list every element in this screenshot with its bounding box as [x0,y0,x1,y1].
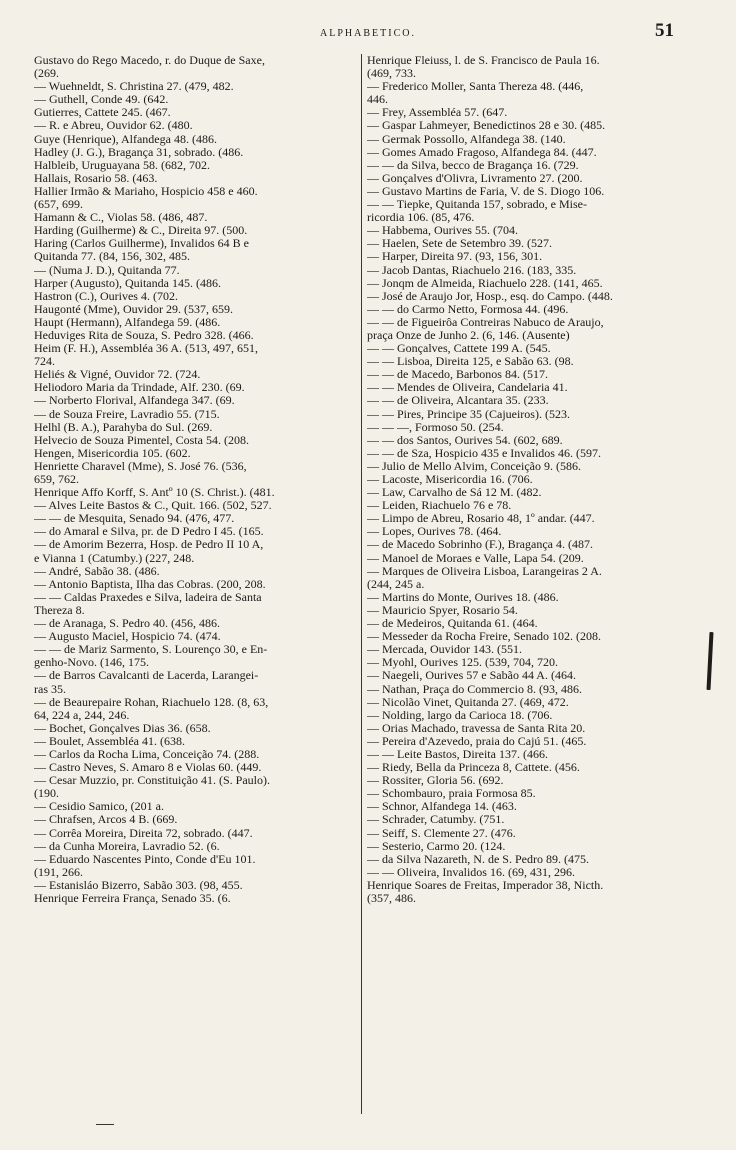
directory-entry: praça Onze de Junho 2. (6, 146. (Ausente) [367,328,570,342]
directory-entry: Hengen, Misericordia 105. (602. [34,446,191,460]
directory-entry: — Cesar Muzzio, pr. Constituição 41. (S. Paulo). [34,774,270,788]
directory-entry: (657, 699. [34,198,83,212]
running-title: ALPHABETICO. [320,28,416,39]
directory-entry: — Frederico Moller, Santa Thereza 48. (446, [367,80,584,94]
directory-entry: Henrique Fleiuss, l. de S. Francisco de Paula 16. [367,54,600,67]
directory-entry: — Sesterio, Carmo 20. (124. [367,839,506,853]
directory-entry: — de Medeiros, Quitanda 61. (464. [367,617,538,631]
directory-entry: — Wuehneldt, S. Christina 27. (479, 482. [34,80,234,94]
directory-entry: — Myohl, Ourives 125. (539, 704, 720. [367,656,558,670]
directory-entry: (469, 733. [367,67,416,81]
directory-entry: (269. [34,67,59,81]
directory-entry: — Jacob Dantas, Riachuelo 216. (183, 335. [367,263,577,277]
directory-entry: Hastron (C.), Ourives 4. (702. [34,289,178,303]
directory-entry: Henrique Affo Korff, S. Antº 10 (S. Christ.). (481. [34,486,275,500]
directory-entry: — Gomes Amado Fragoso, Alfandega 84. (447. [367,145,597,159]
directory-entry: — Seiff, S. Clemente 27. (476. [367,826,516,840]
directory-entry: — Mauricio Spyer, Rosario 54. [367,603,518,617]
directory-entry: — — Leite Bastos, Direita 137. (466. [367,747,548,761]
directory-entry: (191, 266. [34,865,83,879]
directory-entry: Heliés & Vigné, Ouvidor 72. (724. [34,368,201,382]
directory-entry: — — Mendes de Oliveira, Candelaria 41. [367,381,568,395]
directory-entry: 659, 762. [34,473,79,486]
directory-entry: ras 35. [34,682,66,696]
directory-entry: — Schombauro, praia Formosa 85. [367,787,536,801]
page-header [0,14,736,48]
directory-entry: Thereza 8. [34,603,85,617]
directory-entry: — R. e Abreu, Ouvidor 62. (480. [34,119,193,133]
directory-entry: — Chrafsen, Arcos 4 B. (669. [34,813,178,827]
page-number: 51 [655,20,674,41]
directory-entry: — Castro Neves, S. Amaro 8 e Violas 60. (449. [34,761,262,775]
directory-entry: — Nicolão Vinet, Quitanda 27. (469, 472. [367,695,569,709]
directory-entry: — — Gonçalves, Cattete 199 A. (545. [367,342,551,356]
directory-entry: — — Lisboa, Direita 125, e Sabão 63. (98. [367,355,574,369]
directory-entry: — — —, Formoso 50. (254. [367,420,504,434]
directory-entry: — — Caldas Praxedes e Silva, ladeira de Santa [34,590,262,604]
directory-entry: — Law, Carvalho de Sá 12 M. (482. [367,486,542,500]
directory-entry: — de Barros Cavalcanti de Lacerda, Larangei- [34,669,259,683]
directory-entry: — da Silva Nazareth, N. de S. Pedro 89. (475. [367,852,589,866]
directory-entry: Heliodoro Maria da Trindade, Alf. 230. (69. [34,381,245,395]
directory-entry: — — da Silva, becco de Bragança 16. (729. [367,158,579,172]
directory-entry: — Habbema, Ourives 55. (704. [367,224,518,238]
directory-entry: — Rossiter, Gloria 56. (692. [367,774,504,788]
directory-entry: Halbleib, Uruguayana 58. (682, 702. [34,158,210,172]
directory-entry: — Eduardo Nascentes Pinto, Conde d'Eu 101. [34,852,256,866]
left-column [34,54,359,905]
directory-entry: — da Cunha Moreira, Lavradio 52. (6. [34,839,220,853]
directory-entry: — Julio de Mello Alvim, Conceição 9. (586. [367,459,581,473]
directory-entry: — Haelen, Sete de Setembro 39. (527. [367,237,552,251]
directory-entry: — de Amorim Bezerra, Hosp. de Pedro II 10 A, [34,538,264,552]
directory-entry: — Frey, Assembléa 57. (647. [367,106,508,120]
directory-entry: Haupt (Hermann), Alfandega 59. (486. [34,315,221,329]
directory-entry: — Manoel de Moraes e Valle, Lapa 54. (209. [367,551,584,565]
directory-entry: — Gustavo Martins de Faria, V. de S. Diogo 106. [367,184,605,198]
directory-entry: — — de Oliveira, Alcantara 35. (233. [367,394,549,408]
directory-entry: 724. [34,355,55,369]
directory-entry: — Harper, Direita 97. (93, 156, 301. [367,250,543,264]
directory-entry: — do Amaral e Silva, pr. de D Pedro I 45. (165. [34,525,264,539]
directory-entry: 64, 224 a, 244, 246. [34,708,130,722]
directory-entry: — Estanisláo Bizerro, Sabão 303. (98, 455. [34,878,243,892]
directory-entry: — Lacoste, Misericordia 16. (706. [367,473,533,486]
directory-entry: Haugonté (Mme), Ouvidor 29. (537, 659. [34,302,233,316]
directory-entry: — Bochet, Gonçalves Dias 36. (658. [34,721,211,735]
directory-entry: Quitanda 77. (84, 156, 302, 485. [34,250,190,264]
directory-entry: — de Beaurepaire Rohan, Riachuelo 128. (8, 63, [34,695,269,709]
directory-entry: — Gaspar Lahmeyer, Benedictinos 28 e 30. (485. [367,119,606,133]
directory-entry: — — Pires, Principe 35 (Cajueiros). (523. [367,407,570,421]
directory-entry: — de Souza Freire, Lavradio 55. (715. [34,407,220,421]
directory-entry: — — de Mariz Sarmento, S. Lourenço 30, e En- [34,643,268,657]
directory-entry: (357, 486. [367,892,416,905]
directory-entry: — Leiden, Riachuelo 76 e 78. [367,499,512,513]
directory-entry: — Cesidio Samico, (201 a. [34,800,164,814]
directory-entry: — Lopes, Ourives 78. (464. [367,525,502,539]
directory-entry: Hallier Irmão & Mariaho, Hospicio 458 e 460. [34,184,258,198]
directory-entry: Henrique Ferreira França, Senado 35. (6. [34,892,231,905]
directory-entry: Heim (F. H.), Assembléa 36 A. (513, 497, 651, [34,342,259,356]
directory-entry: — Norberto Florival, Alfandega 347. (69. [34,394,235,408]
directory-entry: 446. [367,93,388,107]
directory-entry: — Riedy, Bella da Princeza 8, Cattete. (456. [367,761,580,775]
directory-entry: — Schnor, Alfandega 14. (463. [367,800,517,814]
directory-entry: — Mercada, Ouvidor 143. (551. [367,643,522,657]
directory-entry: Helvecio de Souza Pimentel, Costa 54. (208. [34,433,249,447]
directory-entry: (190. [34,787,59,801]
directory-entry: Hamann & C., Violas 58. (486, 487. [34,211,208,225]
directory-entry: — — Tiepke, Quitanda 157, sobrado, e Mise- [367,198,587,212]
column-divider [361,54,362,1114]
directory-entry: Guye (Henrique), Alfandega 48. (486. [34,132,217,146]
directory-entry: — Alves Leite Bastos & C., Quit. 166. (502, 527. [34,499,272,513]
directory-entry: Heduviges Rita de Souza, S. Pedro 328. (466. [34,328,254,342]
directory-entry: — José de Araujo Jor, Hosp., esq. do Campo. (448. [367,289,613,303]
directory-entry: ricordia 106. (85, 476. [367,211,475,225]
directory-entry: — Pereira d'Azevedo, praia do Cajú 51. (465. [367,734,587,748]
directory-entry: — Germak Possollo, Alfandega 38. (140. [367,132,566,146]
directory-entry: — — de Sza, Hospicio 435 e Invalidos 46. (597. [367,446,601,460]
directory-entry: Hadley (J. G.), Bragança 31, sobrado. (486. [34,145,244,159]
directory-entry: — Limpo de Abreu, Rosario 48, 1º andar. (447. [367,512,595,526]
directory-entry: — — do Carmo Netto, Formosa 44. (496. [367,302,569,316]
directory-entry: — Carlos da Rocha Lima, Conceição 74. (288. [34,747,260,761]
directory-entry: — — Oliveira, Invalidos 16. (69, 431, 296. [367,865,575,879]
directory-entry: — — de Mesquita, Senado 94. (476, 477. [34,512,235,526]
directory-entry: — Augusto Maciel, Hospicio 74. (474. [34,630,221,644]
directory-entry: — Corrêa Moreira, Direita 72, sobrado. (447. [34,826,253,840]
directory-entry: — — de Figueirôa Contreiras Nabuco de Araujo, [367,315,604,329]
directory-entry: e Vianna 1 (Catumby.) (227, 248. [34,551,195,565]
directory-entry: — — de Macedo, Barbonos 84. (517. [367,368,548,382]
directory-entry: Gustavo do Rego Macedo, r. do Duque de Saxe, [34,54,265,67]
right-column [367,54,710,905]
directory-entry: — Jonqm de Almeida, Riachuelo 228. (141, 465. [367,276,603,290]
directory-entry: — de Aranaga, S. Pedro 40. (456, 486. [34,617,220,631]
directory-entry: — André, Sabão 38. (486. [34,564,160,578]
directory-entry: — Gonçalves d'Olivra, Livramento 27. (200. [367,171,583,185]
directory-entry: — Boulet, Assembléa 41. (638. [34,734,185,748]
directory-entry: Henrique Soares de Freitas, Imperador 38, Nicth. [367,878,604,892]
text-columns [34,54,710,1114]
directory-entry: Gutierres, Cattete 245. (467. [34,106,171,120]
directory-entry: — Naegeli, Ourives 57 e Sabão 44 A. (464. [367,669,576,683]
directory-entry: Hallais, Rosario 58. (463. [34,171,158,185]
directory-entry: Haring (Carlos Guilherme), Invalidos 64 B e [34,237,249,251]
footer-rule [96,1124,114,1125]
directory-entry: — — dos Santos, Ourives 54. (602, 689. [367,433,563,447]
directory-entry: — Orias Machado, travessa de Santa Rita 20. [367,721,586,735]
directory-entry: — Nathan, Praça do Commercio 8. (93, 486. [367,682,582,696]
directory-entry: — Nolding, largo da Carioca 18. (706. [367,708,553,722]
directory-entry: — Schrader, Catumby. (751. [367,813,505,827]
directory-entry: Harper (Augusto), Quitanda 145. (486. [34,276,221,290]
directory-entry: — Guthell, Conde 49. (642. [34,93,169,107]
directory-entry: Helhl (B. A.), Parahyba do Sul. (269. [34,420,213,434]
directory-entry: (244, 245 a. [367,577,425,591]
directory-entry: — de Macedo Sobrinho (F.), Bragança 4. (487. [367,538,593,552]
directory-entry: — Martins do Monte, Ourives 18. (486. [367,590,559,604]
directory-entry: Henriette Charavel (Mme), S. José 76. (536, [34,459,247,473]
directory-entry: genho-Novo. (146, 175. [34,656,149,670]
directory-entry: — Messeder da Rocha Freire, Senado 102. (208. [367,630,601,644]
directory-entry: — Marques de Oliveira Lisboa, Larangeiras 2 A. [367,564,602,578]
directory-entry: — (Numa J. D.), Quitanda 77. [34,263,180,277]
directory-entry: Harding (Guilherme) & C., Direita 97. (500. [34,224,248,238]
directory-entry: — Antonio Baptista, Ilha das Cobras. (200, 208. [34,577,266,591]
